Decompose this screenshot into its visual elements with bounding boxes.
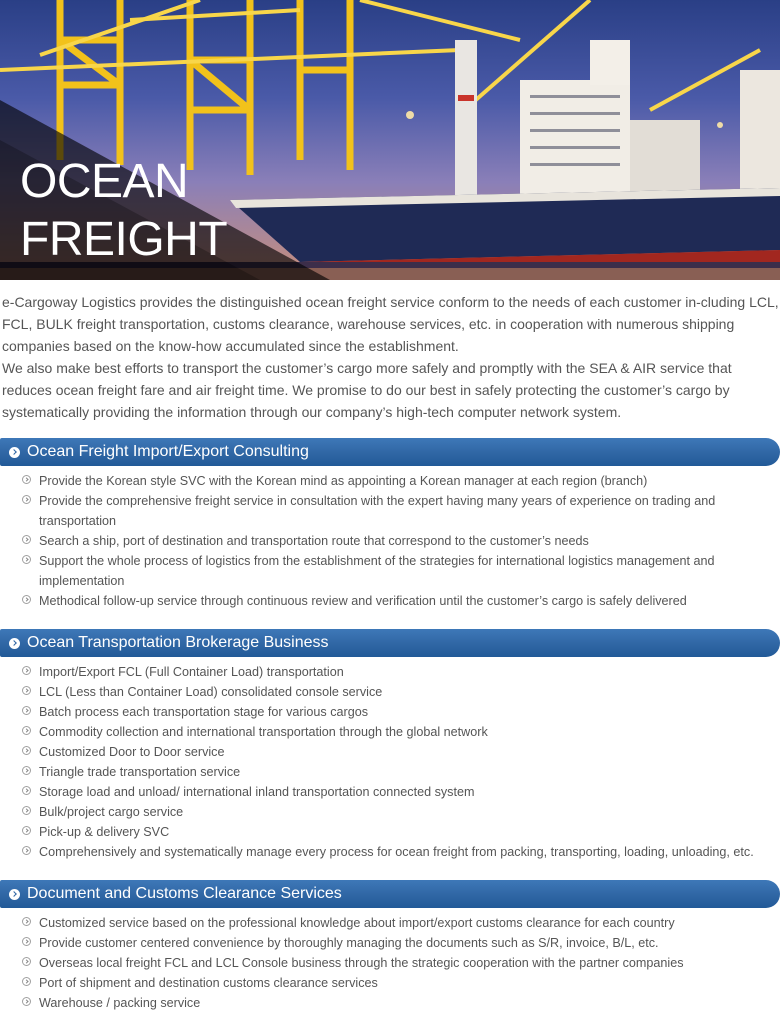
list-item-text: LCL (Less than Container Load) consolidated console service: [39, 685, 383, 699]
section-title: Ocean Freight Import/Export Consulting: [27, 443, 309, 460]
list-item: [0, 933, 780, 953]
bullet-icon: [22, 475, 31, 484]
list-item-text: Provide the comprehensive freight service in consultation with the expert having many years of experience on trading and transportation: [39, 494, 716, 528]
list-item: [0, 551, 780, 591]
section-list-customs: [0, 913, 780, 1013]
bullet-icon: [22, 535, 31, 544]
bullet-icon: [22, 997, 31, 1006]
list-item: [0, 662, 780, 682]
list-item-text: Provide customer centered convenience by thoroughly managing the documents such as S/R, invoice, B/L, etc.: [39, 936, 659, 950]
list-item-text: Warehouse / packing service: [39, 996, 201, 1010]
list-item: [0, 471, 780, 491]
section-header-brokerage: [0, 629, 780, 657]
bullet-icon: [22, 706, 31, 715]
list-item-text: Customized service based on the professional knowledge about import/export customs clearance for each country: [39, 916, 675, 930]
list-item-text: Bulk/project cargo service: [39, 805, 184, 819]
list-item: [0, 802, 780, 822]
list-item: [0, 762, 780, 782]
list-item: [0, 973, 780, 993]
bullet-icon: [22, 595, 31, 604]
list-item: [0, 993, 780, 1013]
chevron-right-circle-icon: [9, 889, 20, 900]
list-item: [0, 782, 780, 802]
bullet-icon: [22, 686, 31, 695]
bullet-icon: [22, 726, 31, 735]
bullet-icon: [22, 746, 31, 755]
list-item-text: Pick-up & delivery SVC: [39, 825, 170, 839]
list-item-text: Commodity collection and international transportation through the global network: [39, 725, 488, 739]
list-item: [0, 913, 780, 933]
list-item-text: Batch process each transportation stage for various cargos: [39, 705, 369, 719]
intro-paragraph: We also make best efforts to transport the customer’s cargo more safely and promptly with the SEA & AIR service that reduces ocean freight fare and air freight time. We promise to do our best in safely protecting the customer’s cargo by systematically providing the information through our company’s high-tech computer network system.: [2, 360, 732, 420]
list-item-text: Comprehensively and systematically manage every process for ocean freight from packing, transporting, loading, unloading, etc.: [39, 845, 754, 859]
list-item: [0, 702, 780, 722]
list-item-text: Import/Export FCL (Full Container Load) transportation: [39, 665, 344, 679]
list-item-text: Port of shipment and destination customs clearance services: [39, 976, 378, 990]
list-item-text: Triangle trade transportation service: [39, 765, 241, 779]
section-list-consulting: [0, 471, 780, 611]
bullet-icon: [22, 806, 31, 815]
list-item-text: Search a ship, port of destination and transportation route that correspond to the customer’s needs: [39, 534, 589, 548]
section-list-brokerage: [0, 662, 780, 862]
list-item-text: Storage load and unload/ international inland transportation connected system: [39, 785, 475, 799]
bullet-icon: [22, 977, 31, 986]
list-item: [0, 591, 780, 611]
list-item: [0, 682, 780, 702]
bullet-icon: [22, 786, 31, 795]
list-item-text: Methodical follow-up service through continuous review and verification until the customer’s cargo is safely delivered: [39, 594, 687, 608]
bullet-icon: [22, 766, 31, 775]
list-item: [0, 822, 780, 842]
bullet-icon: [22, 846, 31, 855]
bullet-icon: [22, 826, 31, 835]
intro-text: [2, 291, 780, 423]
section-title: Ocean Transportation Brokerage Business: [27, 634, 329, 651]
chevron-right-circle-icon: [9, 638, 20, 649]
list-item: [0, 531, 780, 551]
bullet-icon: [22, 495, 31, 504]
list-item: [0, 842, 780, 862]
bullet-icon: [22, 957, 31, 966]
page-title-line2: FREIGHT: [20, 213, 228, 266]
bullet-icon: [22, 555, 31, 564]
bullet-icon: [22, 917, 31, 926]
bullet-icon: [22, 937, 31, 946]
section-title: Document and Customs Clearance Services: [27, 885, 342, 902]
list-item-text: Overseas local freight FCL and LCL Console business through the strategic cooperation with the partner companies: [39, 956, 684, 970]
section-header-customs: [0, 880, 780, 908]
hero-banner: [0, 0, 780, 280]
list-item-text: Customized Door to Door service: [39, 745, 225, 759]
section-header-consulting: [0, 438, 780, 466]
list-item: [0, 742, 780, 762]
intro-paragraph: e-Cargoway Logistics provides the distinguished ocean freight service conform to the needs of each customer in-cluding LCL, FCL, BULK freight transportation, customs clearance, warehouse services, etc. in cooperation with numerous shipping companies based on the know-how accumulated since the establishment.: [2, 294, 779, 354]
chevron-right-circle-icon: [9, 447, 20, 458]
list-item: [0, 953, 780, 973]
list-item: [0, 722, 780, 742]
page-title: [20, 153, 227, 269]
page-title-line1: OCEAN: [20, 155, 189, 208]
bullet-icon: [22, 666, 31, 675]
list-item-text: Provide the Korean style SVC with the Korean mind as appointing a Korean manager at each region (branch): [39, 474, 648, 488]
list-item-text: Support the whole process of logistics from the establishment of the strategies for international logistics management and implementation: [39, 554, 715, 588]
list-item: [0, 491, 780, 531]
